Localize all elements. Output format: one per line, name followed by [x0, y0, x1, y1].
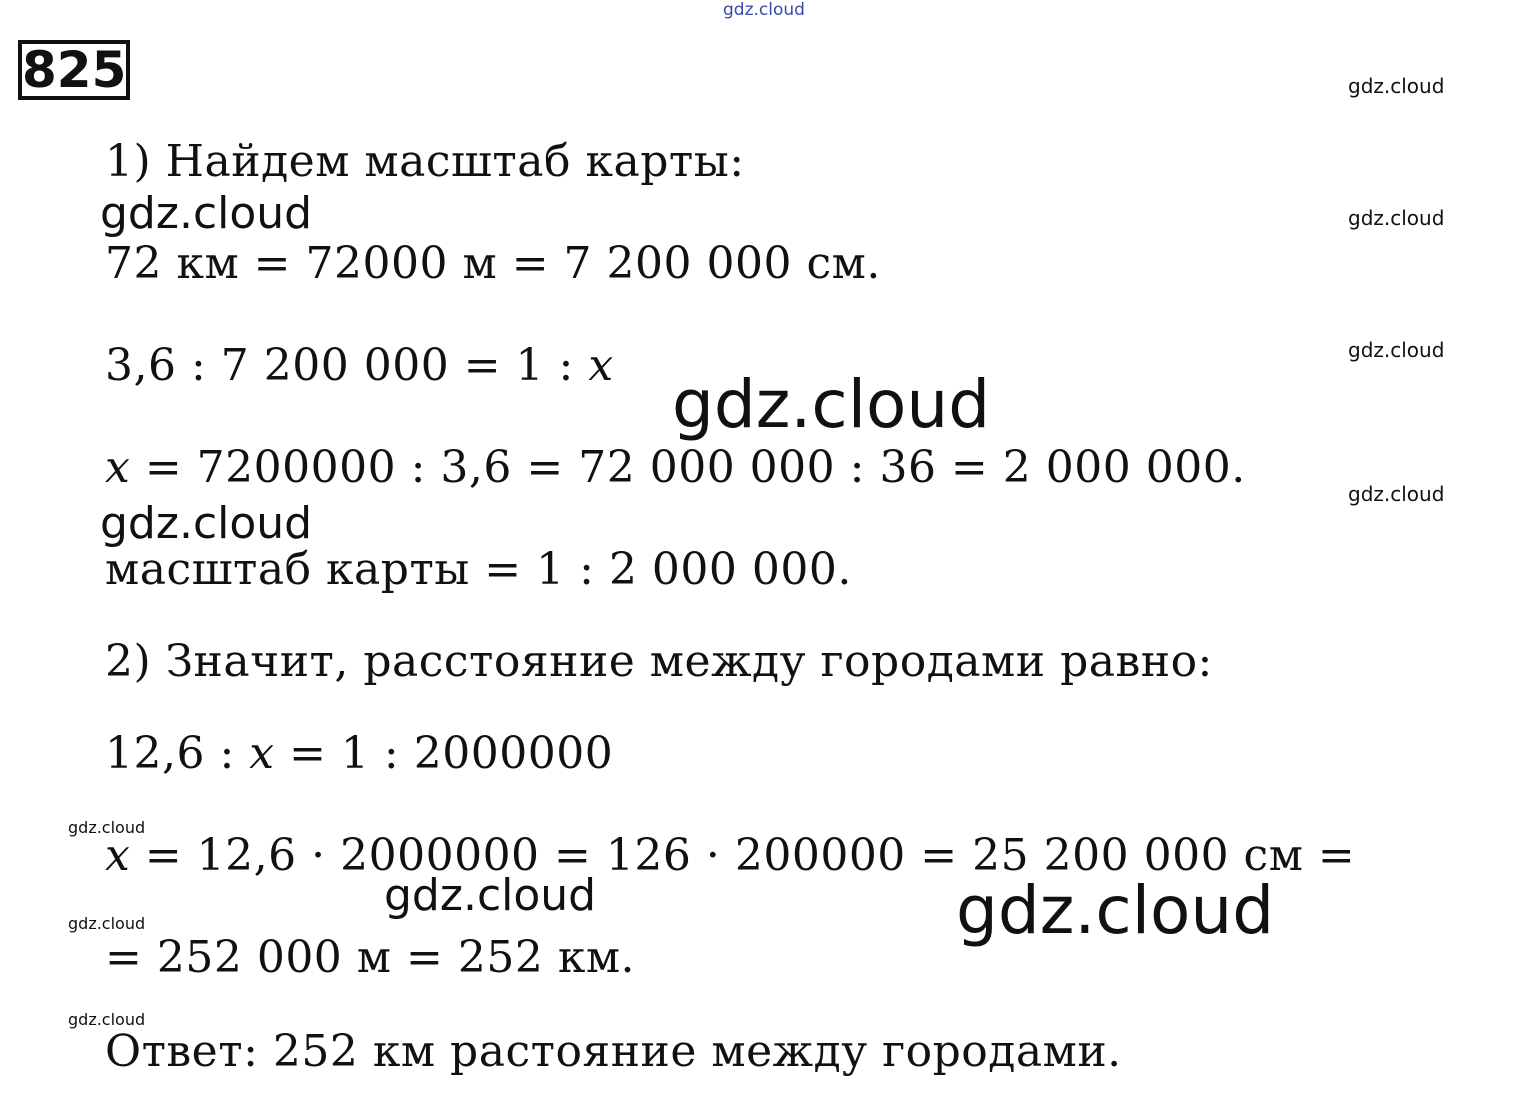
proportion1-text: 3,6 : 7 200 000 = 1 : — [105, 340, 589, 391]
km-to-cm-line: 72 км = 72000 м = 7 200 000 см. — [105, 238, 881, 289]
watermark-left-small-3: gdz.cloud — [68, 1010, 146, 1029]
step1-heading: 1) Найдем масштаб карты: — [105, 136, 745, 187]
watermark-bottom-mid: gdz.cloud — [384, 870, 597, 921]
variable-x: x — [105, 442, 131, 493]
proportion1-line — [105, 340, 614, 392]
variable-x: x — [105, 830, 131, 881]
watermark-bottom-large: gdz.cloud — [956, 872, 1275, 949]
watermark-top: gdz.cloud — [723, 0, 805, 20]
solve1-text: = 7200000 : 3,6 = 72 000 000 : 36 = 2 000 000. — [130, 442, 1246, 493]
watermark-left-small-1: gdz.cloud — [68, 818, 146, 837]
watermark-center-large: gdz.cloud — [672, 366, 991, 443]
watermark-left-small-2: gdz.cloud — [68, 914, 146, 933]
watermark-left-2: gdz.cloud — [100, 498, 313, 549]
convert-result-line: = 252 000 м = 252 км. — [105, 932, 636, 983]
variable-x: x — [588, 340, 614, 391]
solve2-line — [105, 830, 1355, 882]
problem-number-box: 825 — [18, 40, 130, 100]
proportion2-suffix: = 1 : 2000000 — [274, 728, 614, 779]
solve1-line — [105, 442, 1246, 494]
watermark-right-4: gdz.cloud — [1348, 482, 1445, 506]
proportion2-prefix: 12,6 : — [105, 728, 250, 779]
step2-heading: 2) Значит, расстояние между городами равно: — [105, 636, 1213, 687]
proportion2-line — [105, 728, 613, 780]
watermark-right-2: gdz.cloud — [1348, 206, 1445, 230]
variable-x: x — [249, 728, 275, 779]
solve2-text: = 12,6 · 2000000 = 126 · 200000 = 25 200 000 см = — [130, 830, 1356, 881]
answer-line: Ответ: 252 км растояние между городами. — [105, 1026, 1122, 1077]
watermark-left-1: gdz.cloud — [100, 188, 313, 239]
watermark-right-1: gdz.cloud — [1348, 74, 1445, 98]
watermark-right-3: gdz.cloud — [1348, 338, 1445, 362]
scale-result-line: масштаб карты = 1 : 2 000 000. — [105, 544, 852, 595]
